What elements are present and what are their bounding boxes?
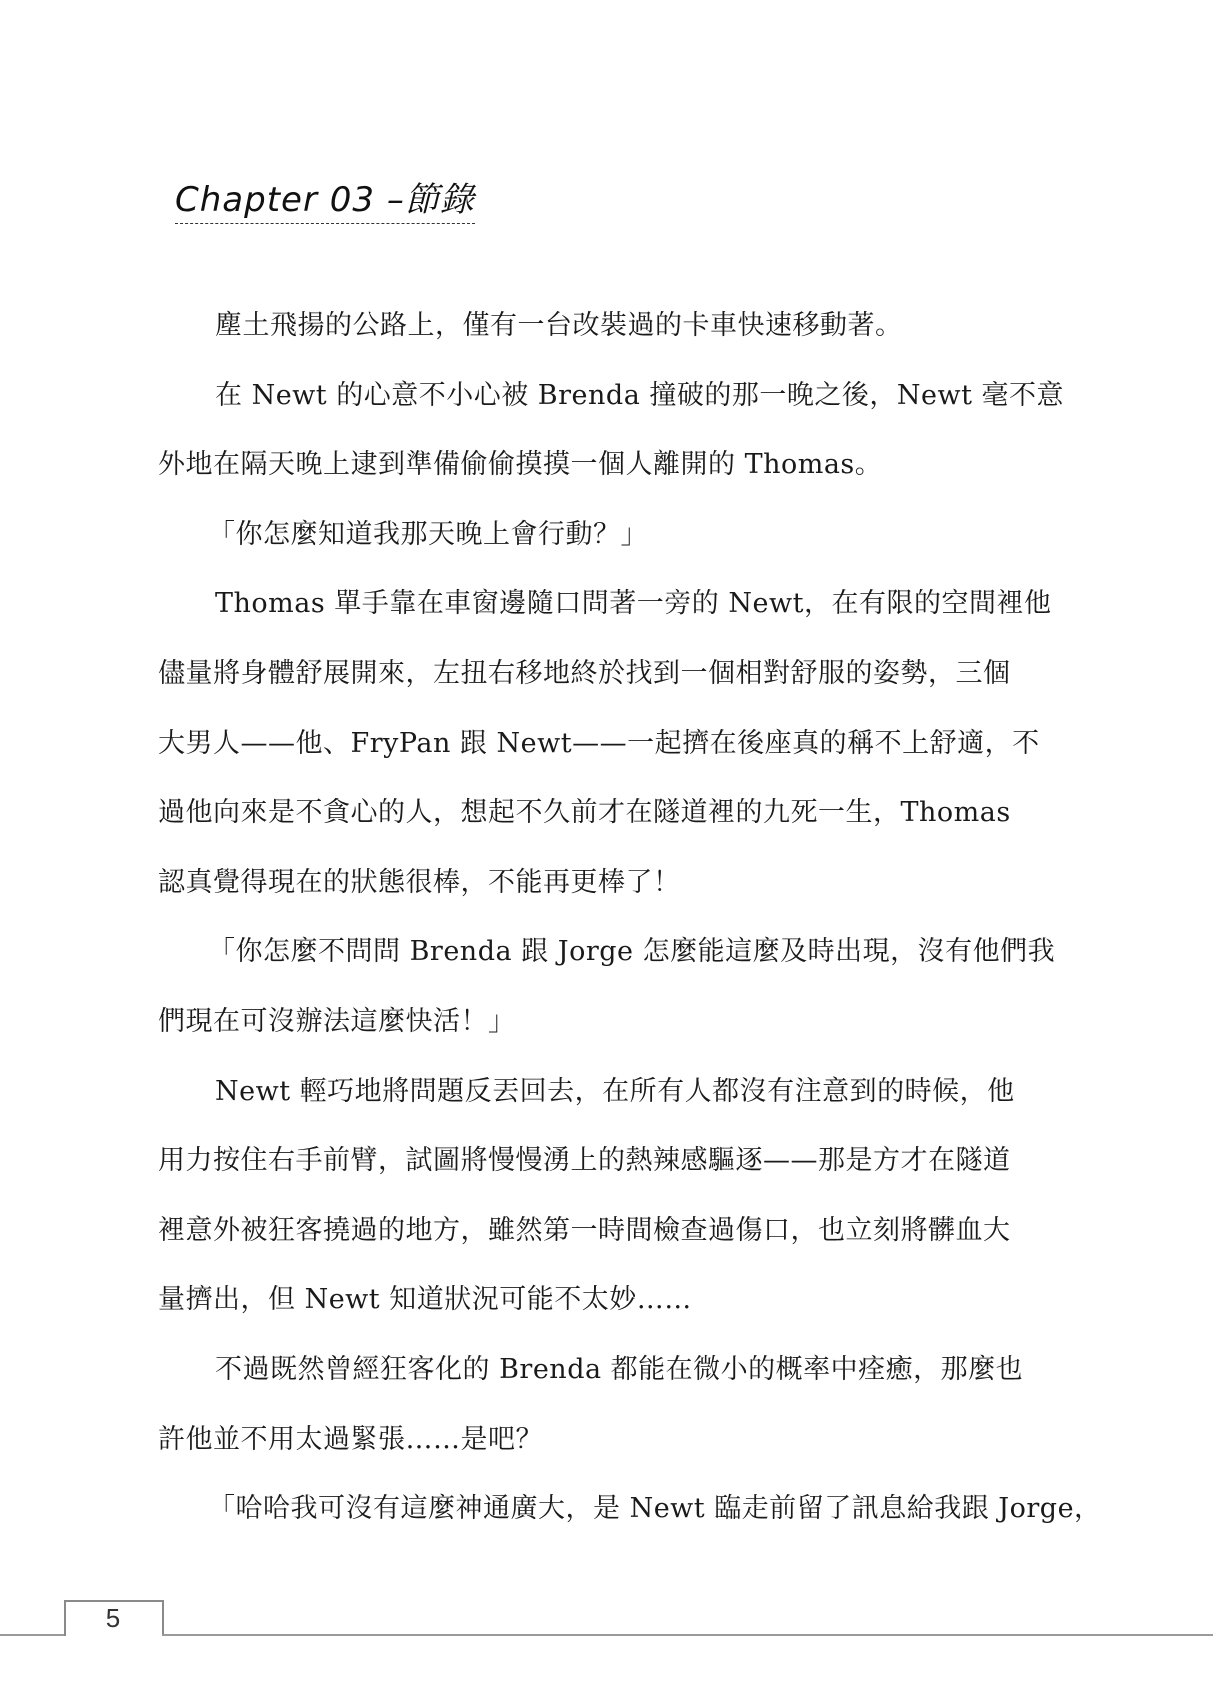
text-line: 用力按住右手前臂，試圖將慢慢湧上的熱辣感驅逐——那是方才在隧道 [158, 1145, 1011, 1177]
text-line: 外地在隔天晚上逮到準備偷偷摸摸一個人離開的 Thomas。 [158, 449, 883, 481]
text-line: 裡意外被狂客撓過的地方，雖然第一時間檢查過傷口，也立刻將髒血大 [158, 1214, 1011, 1246]
footer-rule-left [0, 1634, 64, 1636]
body-text [158, 306, 1102, 1559]
chapter-title: Chapter 03 –節錄 [175, 172, 475, 224]
text-line: Newt 輕巧地將問題反丟回去，在所有人都沒有注意到的時候，他 [215, 1075, 1015, 1107]
footer-rule-right [162, 1634, 1213, 1636]
text-line: 認真覺得現在的狀態很棒，不能再更棒了！ [158, 866, 681, 898]
page-number: 5 [105, 1603, 121, 1633]
text-line: 「你怎麼不問問 Brenda 跟 Jorge 怎麼能這麼及時出現，沒有他們我 [208, 936, 1056, 968]
text-line: 們現在可沒辦法這麼快活！」 [158, 1005, 516, 1037]
text-line: 量擠出，但 Newt 知道狀況可能不太妙…… [158, 1284, 692, 1316]
text-line: 「你怎麼知道我那天晚上會行動？」 [208, 518, 648, 550]
text-line: 塵土飛揚的公路上，僅有一台改裝過的卡車快速移動著。 [215, 310, 903, 341]
text-line: 儘量將身體舒展開來，左扭右移地終於找到一個相對舒服的姿勢，三個 [158, 657, 1011, 689]
text-line: 過他向來是不貪心的人，想起不久前才在隧道裡的九死一生，Thomas [158, 797, 1011, 829]
text-line: 不過既然曾經狂客化的 Brenda 都能在微小的概率中痊癒，那麼也 [215, 1353, 1024, 1385]
text-line: Thomas 單手靠在車窗邊隨口問著一旁的 Newt，在有限的空間裡他 [215, 588, 1052, 620]
text-line: 大男人——他、FryPan 跟 Newt——一起擠在後座真的稱不上舒適，不 [158, 727, 1040, 759]
text-line: 許他並不用太過緊張……是吧？ [158, 1423, 543, 1455]
text-line: 「哈哈我可沒有這麼神通廣大，是 Newt 臨走前留了訊息給我跟 Jorge， [208, 1493, 1102, 1525]
text-line: 在 Newt 的心意不小心被 Brenda 撞破的那一晚之後，Newt 毫不意 [215, 379, 1065, 411]
